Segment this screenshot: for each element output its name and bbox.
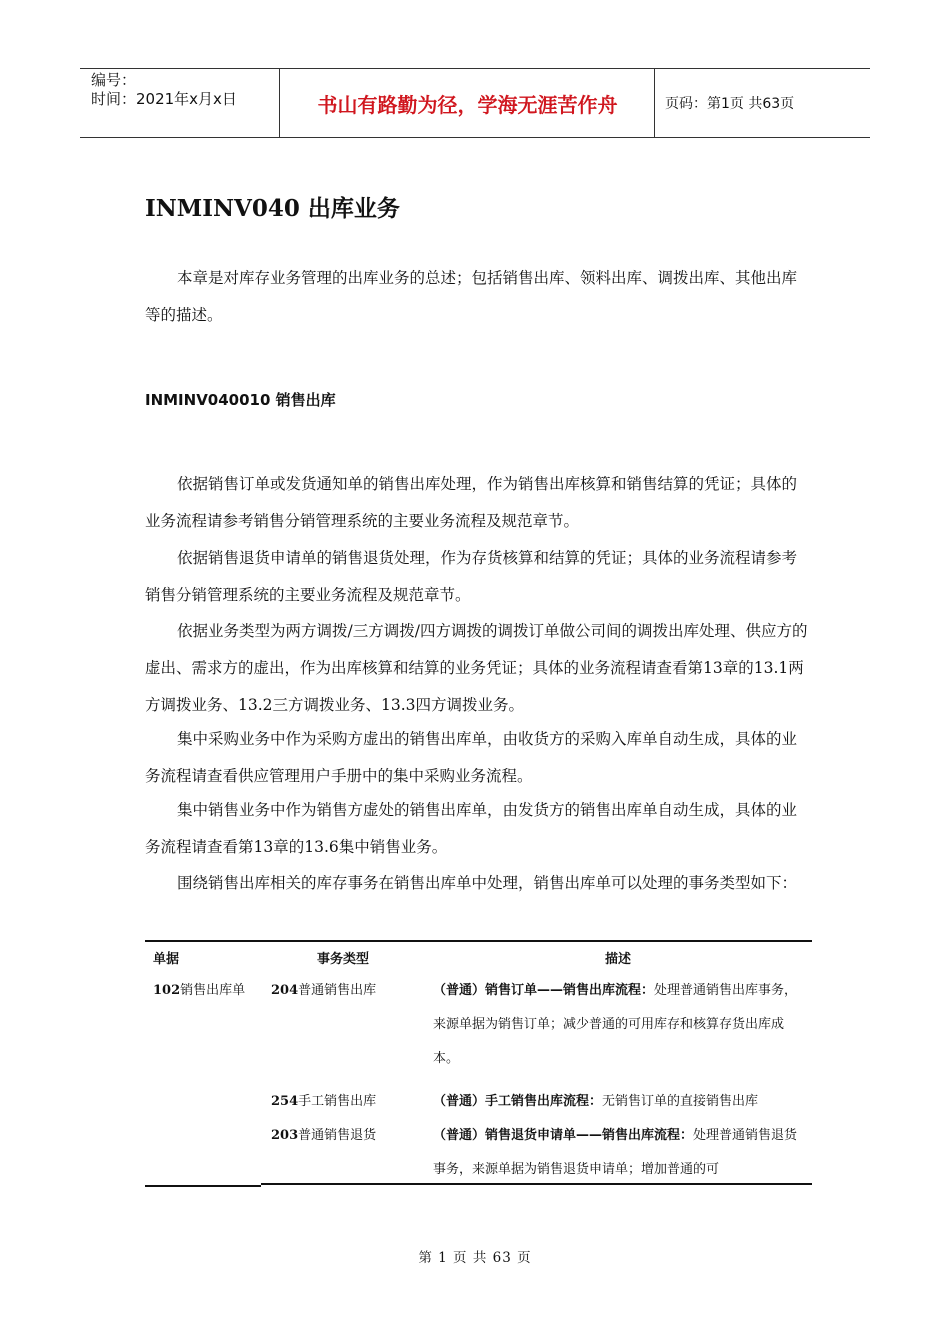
paragraph-4: 集中采购业务中作为采购方虚出的销售出库单，由收货方的采购入库单自动生成，具体的业务流程请查看供应管理用户手册中的集中采购业务流程。 — [145, 730, 798, 785]
header-page-label: 页码：第1页 共63页 — [665, 96, 795, 112]
desc-lead: （普通）销售退货申请单——销售出库流程： — [433, 1128, 694, 1143]
paragraph-3: 依据业务类型为两方调拨/三方调拨/四方调拨的调拨订单做公司间的调拨出库处理、供应方的虚出、需求方的虚出，作为出库核算和结算的业务凭证；具体的业务流程请查看第13章的13.1两方调拨业务、13.2三方调拨业务、13.3四方调拨业务。 — [145, 622, 808, 714]
tx-name: 普通销售出库 — [298, 983, 377, 998]
page-footer: 第 1 页 共 63 页 — [418, 1250, 532, 1266]
table-header-desc: 描述 — [605, 952, 632, 967]
page-header — [80, 68, 870, 138]
chapter-title: INMINV040 出库业务 — [145, 195, 400, 222]
table-row-3-type — [271, 1119, 376, 1153]
desc-text: 处理普通销售出库事务，来源单据为销售订单；减少普通的可用库存和核算存货出库成本。 — [433, 983, 798, 1066]
section-title: INMINV040010 销售出库 — [145, 391, 336, 409]
number-label: 编号： — [91, 71, 137, 89]
table-row-1-type — [271, 974, 376, 1008]
intro-paragraph: 本章是对库存业务管理的出库业务的总述；包括销售出库、领料出库、调拨出库、其他出库等的描述。 — [145, 269, 798, 324]
table-bottom-rule-right — [261, 1183, 812, 1185]
desc-text: 无销售订单的直接销售出库 — [602, 1094, 759, 1109]
table-row-3-desc — [433, 1119, 805, 1187]
header-meta — [80, 69, 280, 137]
paragraph-6: 围绕销售出库相关的库存事务在销售出库单中处理，销售出库单可以处理的事务类型如下： — [177, 874, 798, 892]
tx-code: 203 — [271, 1128, 299, 1143]
desc-lead: （普通）手工销售出库流程： — [433, 1094, 603, 1109]
transaction-type-table — [145, 940, 812, 1188]
paragraph-2: 依据销售退货申请单的销售退货处理，作为存货核算和结算的凭证；具体的业务流程请参考销售分销管理系统的主要业务流程及规范章节。 — [145, 549, 798, 604]
table-header-doc: 单据 — [153, 952, 180, 967]
doc-name: 销售出库单 — [180, 983, 246, 998]
desc-lead: （普通）销售订单——销售出库流程： — [433, 983, 655, 998]
table-row-2-type — [271, 1085, 376, 1119]
doc-code: 102 — [153, 983, 181, 998]
header-motto: 书山有路勤为径，学海无涯苦作舟 — [281, 69, 655, 137]
tx-code: 204 — [271, 983, 299, 998]
table-bottom-rule-left — [145, 1185, 261, 1187]
paragraph-1: 依据销售订单或发货通知单的销售出库处理，作为销售出库核算和销售结算的凭证；具体的业务流程请参考销售分销管理系统的主要业务流程及规范章节。 — [145, 475, 798, 530]
tx-name: 手工销售出库 — [298, 1094, 377, 1109]
table-row-1-desc — [433, 974, 805, 1076]
time-label: 时间：2021年x月x日 — [91, 90, 237, 108]
desc-text: 处理普通销售退货事务，来源单据为销售退货申请单；增加普通的可 — [433, 1128, 798, 1177]
tx-name: 普通销售退货 — [298, 1128, 377, 1143]
table-row-2-desc — [433, 1085, 805, 1119]
table-top-rule — [145, 940, 812, 942]
table-header-type: 事务类型 — [317, 952, 370, 967]
table-row-1-doc — [153, 974, 245, 1008]
paragraph-5: 集中销售业务中作为销售方虚处的销售出库单，由发货方的销售出库单自动生成，具体的业务流程请查看第13章的13.6集中销售业务。 — [145, 801, 798, 856]
tx-code: 254 — [271, 1094, 299, 1109]
